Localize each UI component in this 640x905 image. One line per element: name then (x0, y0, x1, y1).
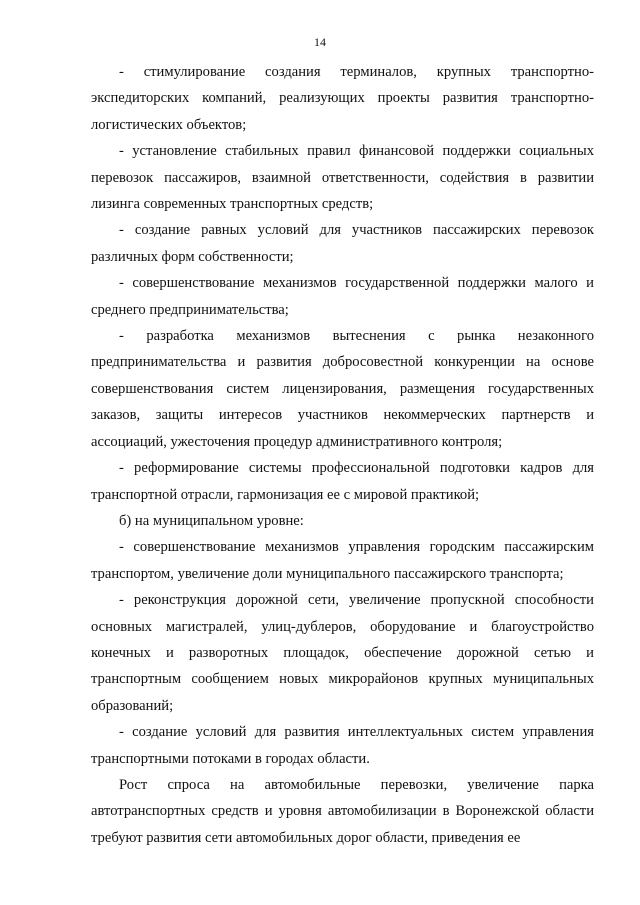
document-body (91, 59, 594, 851)
paragraph-demand-growth: Рост спроса на автомобильные перевозки, увеличение парка автотранспортных средств и уровня автомобилизации в Воронежской области требуют развития сети автомобильных дорог области, приведения ее (91, 776, 594, 846)
paragraph-city-transport: - совершенствование механизмов управления городским пассажирским транспортом, увеличение доли муниципального пассажирского транспорта; (91, 539, 594, 582)
paragraph-municipal-level-heading: б) на муниципальном уровне: (119, 512, 304, 529)
paragraph-financial-support: - установление стабильных правил финансовой поддержки социальных перевозок пассажиров, взаимной ответственности, содействия в развитии лизинга современных транспортных средств; (91, 143, 594, 213)
paragraph-road-network: - реконструкция дорожной сети, увеличение пропускной способности основных магистралей, улиц-дублеров, оборудование и благоустройство конечных и разворотных площадок, обеспечение дорожной сетью и транспортным сообщением новых микрорайонов крупных муниципальных образований; (91, 592, 594, 714)
paragraph-equal-conditions: - создание равных условий для участников пассажирских перевозок различных форм собственности; (91, 222, 594, 265)
paragraph-illegal-business: - разработка механизмов вытеснения с рынка незаконного предпринимательства и развития добросовестной конкуренции на основе совершенствования систем лицензирования, размещения государственных заказов, защиты интересов участников некоммерческих партнерств и ассоциаций, ужесточения процедур административного контроля; (91, 328, 594, 450)
paragraph-small-business: - совершенствование механизмов государственной поддержки малого и среднего предпринимательства; (91, 275, 594, 318)
page-number: 14 (314, 35, 326, 49)
paragraph-terminals: - стимулирование создания терминалов, крупных транспортно-экспедиторских компаний, реализующих проекты развития транспортно-логистических объектов; (91, 64, 594, 133)
paragraph-intelligent-systems: - создание условий для развития интеллектуальных систем управления транспортными потоками в городах области. (91, 724, 594, 767)
paragraph-training-reform: - реформирование системы профессиональной подготовки кадров для транспортной отрасли, гармонизация ее с мировой практикой; (91, 460, 594, 503)
